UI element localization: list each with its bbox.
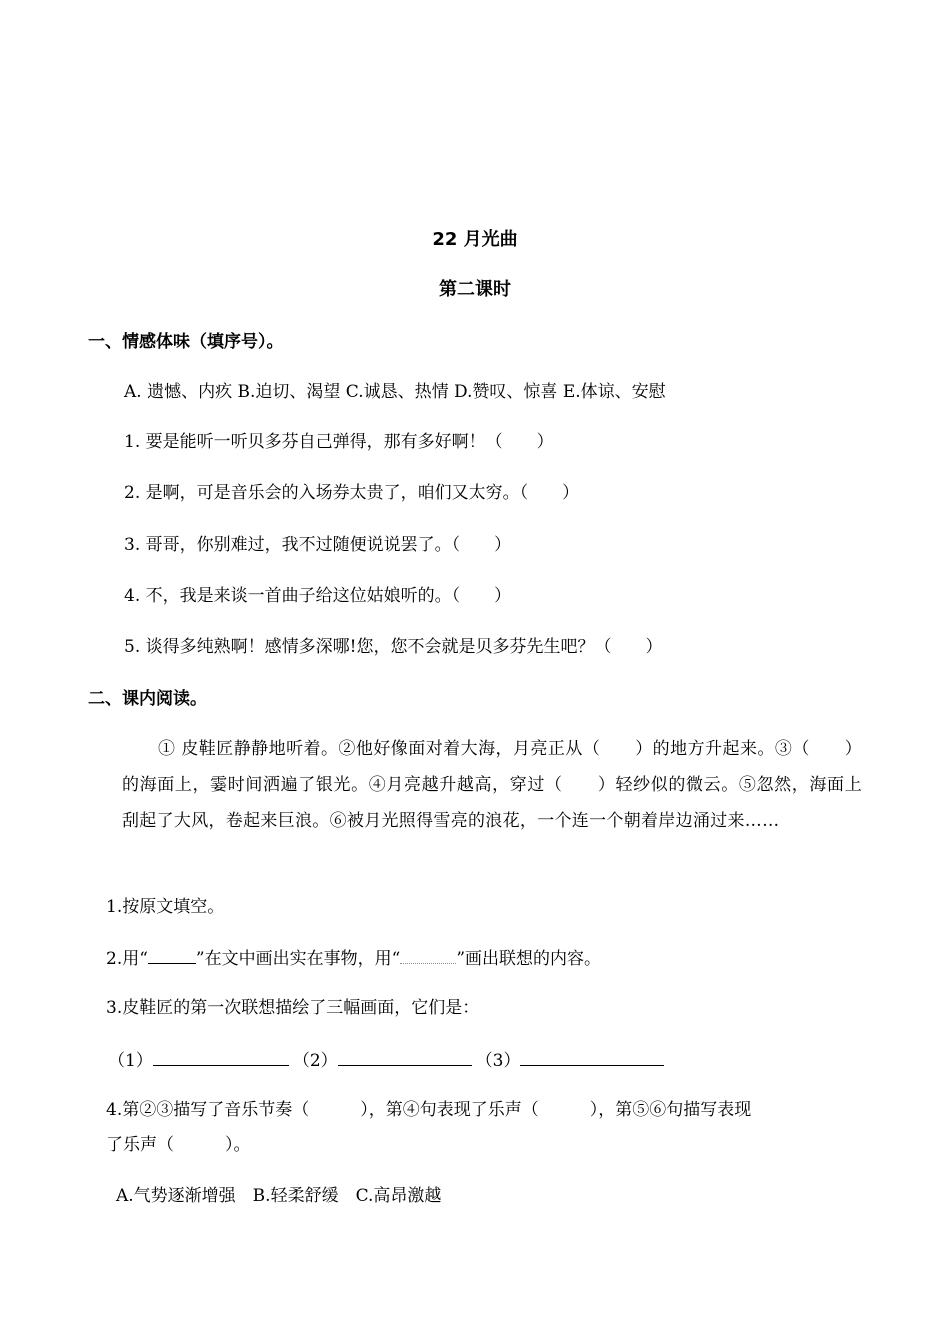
question-4-line-1: 4.第②③描写了音乐节奏（ ），第④句表现了乐声（ ），第⑤⑥句描写表现 — [106, 1100, 752, 1120]
section1-item-5: 5. 谈得多纯熟啊！感情多深哪!您，您不会就是贝多芬先生吧？（ ） — [124, 637, 663, 657]
section1-item-2: 2. 是啊，可是音乐会的入场券太贵了，咱们又太穷。（ ） — [124, 483, 580, 503]
page-title: 22 月光曲 — [432, 229, 518, 250]
answer-blank-3[interactable] — [520, 1047, 664, 1066]
question-4-line-2: 了乐声（ ）。 — [106, 1135, 251, 1155]
section1-item-4: 4. 不，我是来谈一首曲子给这位姑娘听的。（ ） — [124, 586, 512, 606]
question-1: 1.按原文填空。 — [106, 897, 225, 917]
blank-label-1: （1） — [108, 1051, 153, 1071]
straight-underline-sample — [148, 945, 196, 964]
question-4-options: A.气势逐渐增强 B.轻柔舒缓 C.高昂激越 — [116, 1186, 442, 1206]
reading-passage: ① 皮鞋匠静静地听着。②他好像面对着大海，月亮正从（ ）的地方升起来。③（ ）的海面上，霎时间洒遍了银光。④月亮越升越高，穿过（ ）轻纱似的微云。⑤忽然，海面上刮起了大风，卷起来巨浪。⑥被月光照得雪亮的浪花，一个连一个朝着岸边涌过来…… — [122, 739, 862, 831]
question-2-part-a: 2.用“ — [106, 949, 148, 969]
answer-blank-2[interactable] — [338, 1047, 472, 1066]
section1-item-3: 3. 哥哥，你别难过，我不过随便说说罢了。（ ） — [124, 535, 512, 555]
question-2-part-b: ”在文中画出实在事物，用“ — [195, 949, 401, 969]
blank-label-2: （2） — [292, 1051, 338, 1071]
section1-item-1: 1. 要是能听一听贝多芬自己弹得，那有多好啊！（ ） — [124, 432, 554, 452]
question-2-part-c: ”画出联想的内容。 — [456, 949, 602, 969]
page-subtitle: 第二课时 — [439, 279, 511, 300]
section1-options: A. 遗憾、内疚 B.迫切、渴望 C.诚恳、热情 D.赞叹、惊喜 E.体谅、安慰 — [124, 382, 666, 402]
wavy-underline-sample — [400, 949, 456, 964]
section1-heading: 一、情感体味（填序号）。 — [88, 332, 284, 352]
section2-heading: 二、课内阅读。 — [88, 689, 207, 709]
question-3-blanks — [108, 1047, 664, 1073]
blank-label-3: （3） — [475, 1051, 521, 1071]
answer-blank-1[interactable] — [153, 1047, 289, 1066]
question-2 — [106, 945, 601, 971]
question-3: 3.皮鞋匠的第一次联想描绘了三幅画面，它们是： — [106, 998, 480, 1018]
